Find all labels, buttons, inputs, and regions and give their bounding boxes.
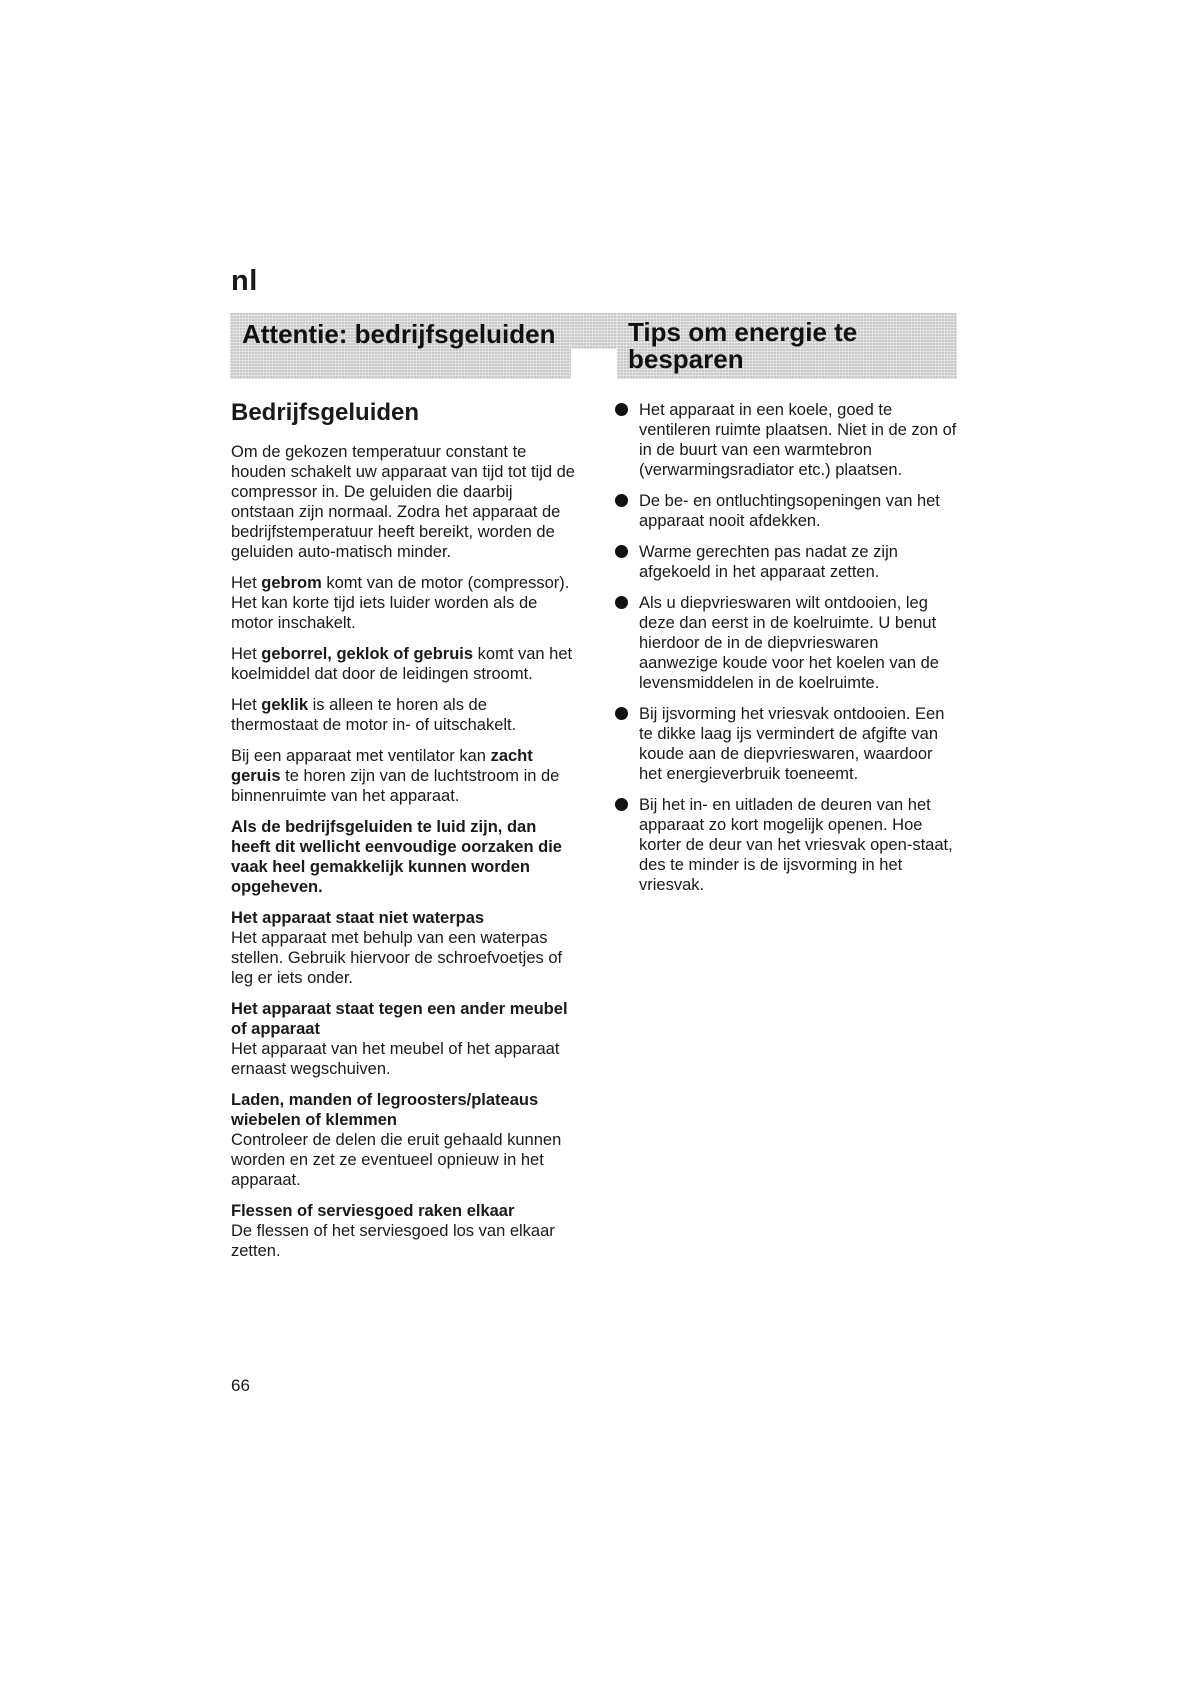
paragraph-geklik: Het geklik is alleen te horen als de thermostaat de motor in- of uitschakelt.: [231, 696, 517, 734]
energy-tips-list: [615, 400, 960, 895]
cause-item: [231, 908, 576, 988]
tip-item: Als u diepvrieswaren wilt ontdooien, leg deze dan eerst in de koelruimte. U benut hierdoor de in de diepvrieswaren aanwezige koude voor het koelen van de levensmiddelen in de koelruimte.: [615, 593, 960, 693]
banner-title-noise: Attentie: bedrijfsgeluiden: [242, 319, 556, 349]
cause-body: Het apparaat met behulp van een waterpas stellen. Gebruik hiervoor de schroefvoetjes of leg er iets onder.: [231, 929, 563, 987]
cause-title: Het apparaat staat tegen een ander meubel of apparaat: [231, 1000, 568, 1038]
paragraph-geborrel: Het geborrel, geklok of gebruis komt van het koelmiddel dat door de leidingen stroomt.: [231, 645, 573, 683]
tip-item: Bij het in- en uitladen de deuren van het apparaat zo kort mogelijk openen. Hoe korter de deur van het vriesvak open-staat, des te minder is de ijsvorming in het vriesvak.: [615, 795, 960, 895]
tip-item: Warme gerechten pas nadat ze zijn afgekoeld in het apparaat zetten.: [615, 542, 960, 582]
cause-item: [231, 1090, 576, 1190]
banner-title-energy: Tips om energie te besparen: [628, 317, 858, 374]
cause-body: Controleer de delen die eruit gehaald kunnen worden en zet ze eventueel opnieuw in het apparaat.: [231, 1131, 562, 1189]
warning-paragraph: Als de bedrijfsgeluiden te luid zijn, dan heeft dit wellicht eenvoudige oorzaken die vaak heel gemakkelijk kunnen worden opgeheven.: [231, 818, 562, 896]
cause-item: [231, 999, 576, 1079]
cause-body: Het apparaat van het meubel of het apparaat ernaast wegschuiven.: [231, 1040, 560, 1078]
bullet-icon: [615, 596, 628, 609]
intro-paragraph: Om de gekozen temperatuur constant te houden schakelt uw apparaat van tijd tot tijd de compressor in. De geluiden die daarbij ontstaan zijn normaal. Zodra het apparaat de bedrijfstemperatuur heeft bereikt, worden de geluiden auto-matisch minder.: [231, 443, 575, 561]
noise-column: [231, 398, 576, 1272]
cause-title: Het apparaat staat niet waterpas: [231, 909, 485, 927]
banner-divider: [571, 313, 617, 349]
tip-item: Bij ijsvorming het vriesvak ontdooien. Een te dikke laag ijs vermindert de afgifte van koude aan de diepvrieswaren, waardoor het energieverbruik toeneemt.: [615, 704, 960, 784]
paragraph-ventilator: Bij een apparaat met ventilator kan zacht geruis te horen zijn van de luchtstroom in de binnenruimte van het apparaat.: [231, 747, 560, 805]
section-heading: Bedrijfsgeluiden: [231, 399, 420, 426]
bullet-icon: [615, 545, 628, 558]
cause-title: Laden, manden of legroosters/plateaus wiebelen of klemmen: [231, 1091, 539, 1129]
cause-body: De flessen of het serviesgoed los van elkaar zetten.: [231, 1222, 555, 1260]
bullet-icon: [615, 403, 628, 416]
cause-title: Flessen of serviesgoed raken elkaar: [231, 1202, 515, 1220]
page-number: 66: [231, 1376, 250, 1395]
paragraph-gebrom: Het gebrom komt van de motor (compressor). Het kan korte tijd iets luider worden als de motor inschakelt.: [231, 574, 570, 632]
energy-tips-column: [615, 400, 960, 906]
language-tag: nl: [231, 265, 258, 297]
bullet-icon: [615, 707, 628, 720]
cause-item: [231, 1201, 576, 1261]
bullet-icon: [615, 798, 628, 811]
tip-item: De be- en ontluchtingsopeningen van het apparaat nooit afdekken.: [615, 491, 960, 531]
section-banner-noise: [230, 313, 571, 379]
bullet-icon: [615, 494, 628, 507]
section-banner-energy: [617, 313, 957, 379]
tip-item: Het apparaat in een koele, goed te ventileren ruimte plaatsen. Niet in de zon of in de buurt van een warmtebron (verwarmingsradiator etc.) plaatsen.: [615, 400, 960, 480]
